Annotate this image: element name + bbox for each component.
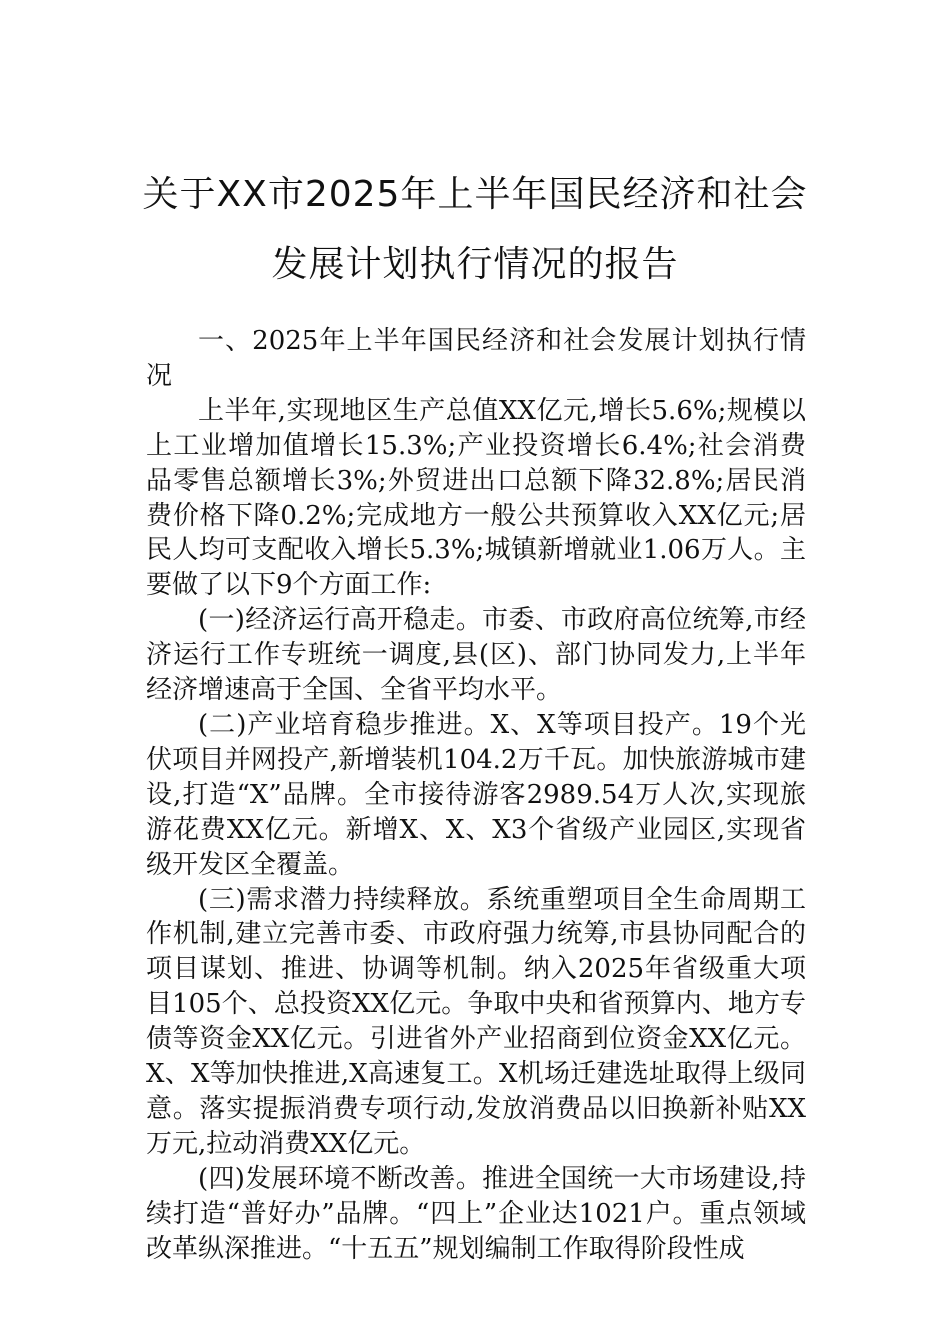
section-heading: 一、2025年上半年国民经济和社会发展计划执行情况 <box>146 326 806 391</box>
document-title-line-2: 发展计划执行情况的报告 <box>271 244 679 285</box>
document-body <box>146 324 806 1266</box>
document-title-line-1: 关于XX市2025年上半年国民经济和社会 <box>142 174 808 215</box>
paragraph-item-3: (三)需求潜力持续释放。系统重塑项目全生命周期工作机制,建立完善市委、市政府强力统筹,市县协同配合的项目谋划、推进、协调等机制。纳入2025年省级重大项目105个、总投资XX亿元。争取中央和省预算内、地方专债等资金XX亿元。引进省外产业招商到位资金XX亿元。X、X等加快推进,X高速复工。X机场迁建选址取得上级同意。落实提振消费专项行动,发放消费品以旧换新补贴XX万元,拉动消费XX亿元。 <box>146 884 806 1159</box>
paragraph-summary: 上半年,实现地区生产总值XX亿元,增长5.6%;规模以上工业增加值增长15.3%;产业投资增长6.4%;社会消费品零售总额增长3%;外贸进出口总额下降32.8%;居民消费价格下降0.2%;完成地方一般公共预算收入XX亿元;居民人均可支配收入增长5.3%;城镇新增就业1.06万人。主要做了以下9个方面工作: <box>146 395 806 601</box>
paragraph-item-1: (一)经济运行高开稳走。市委、市政府高位统筹,市经济运行工作专班统一调度,县(区)、部门协同发力,上半年经济增速高于全国、全省平均水平。 <box>146 605 806 706</box>
paragraph-item-2: (二)产业培育稳步推进。X、X等项目投产。19个光伏项目并网投产,新增装机104.2万千瓦。加快旅游城市建设,打造“X”品牌。全市接待游客2989.54万人次,实现旅游花费XX亿元。新增X、X、X3个省级产业园区,实现省级开发区全覆盖。 <box>146 709 806 880</box>
paragraph-item-4: (四)发展环境不断改善。推进全国统一大市场建设,持续打造“普好办”品牌。“四上”企业达1021户。重点领域改革纵深推进。“十五五”规划编制工作取得阶段性成 <box>146 1163 806 1264</box>
